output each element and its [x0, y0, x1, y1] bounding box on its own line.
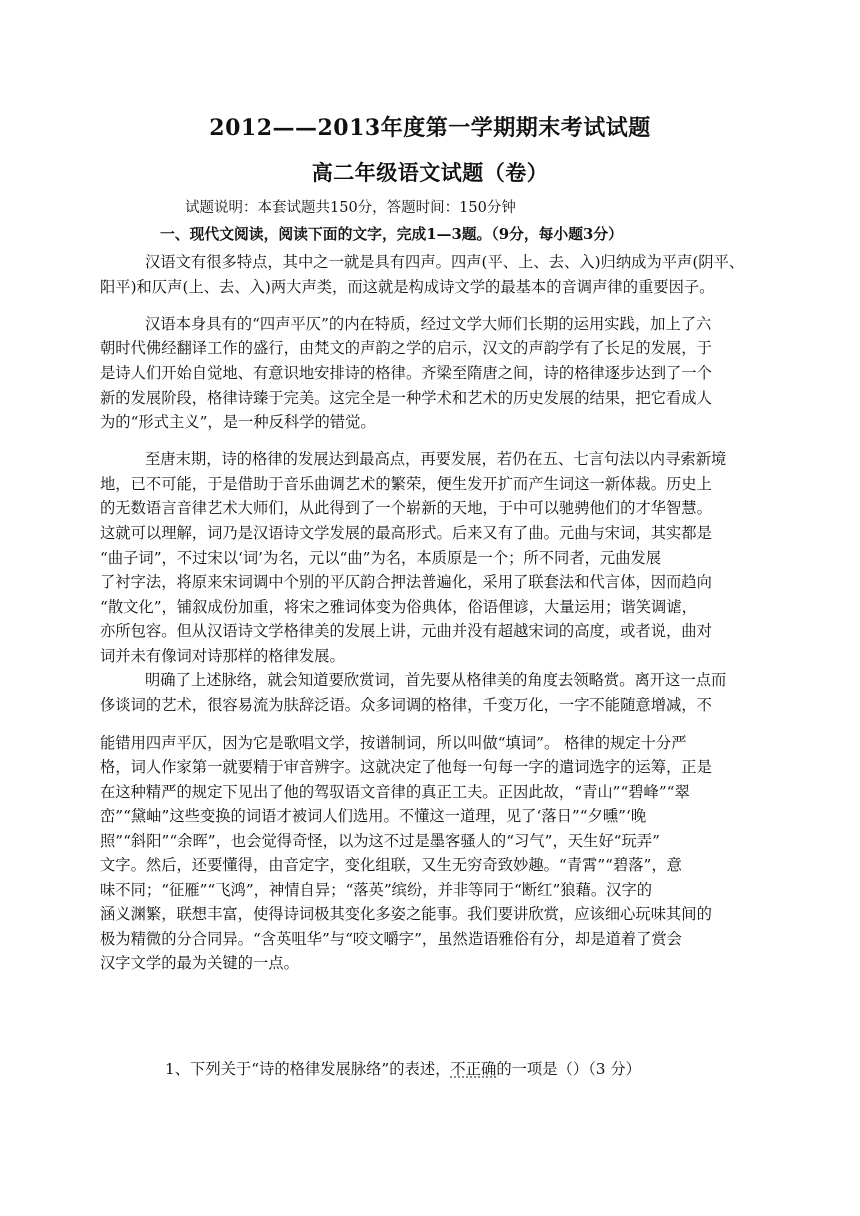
- paragraph-first-line: 汉语文有很多特点，其中之一就是具有四声。四声(平、上、去、入)归纳成为平声(阴平、: [145, 253, 745, 271]
- passage-line: “散文化”，铺叙成份加重，将宋之雅词体变为俗典体，俗语俚谚，大量运用；谐笑调谑，: [100, 598, 697, 616]
- question-1-suffix: 的一项是（）（3 分）: [496, 1060, 641, 1078]
- passage-line: 地，已不可能，于是借助于音乐曲调艺术的繁荣，便生发开扩而产生词这一新体裁。历史上: [100, 475, 712, 493]
- section-heading: 一、现代文阅读，阅读下面的文字，完成1—3题。（9分，每小题3分）: [160, 226, 623, 243]
- passage-line: 文字。然后，还要懂得，由音定字，变化组联，又生无穷奇致妙趣。“青霄”“碧落”，意: [100, 856, 682, 874]
- passage-line: 极为精微的分合同异。“含英咀华”与“咬文嚼字”，虽然造语雅俗有分，却是道着了赏会: [100, 930, 682, 948]
- passage-line: 格，词人作家第一就要精于审音辨字。这就决定了他每一句每一字的遣词选字的运筹，正是: [100, 758, 712, 776]
- passage-line: 阳平)和仄声(上、去、入)两大声类，而这就是构成诗文学的最基本的音调声律的重要因子。: [100, 278, 715, 296]
- passage-line: 侈谈词的艺术，很容易流为肤辞泛语。众多词调的格律，千变万化，一字不能随意增减，不: [100, 696, 712, 714]
- passage-line: 汉字文学的最为关键的一点。: [100, 954, 299, 972]
- passage-line: 了衬字法，将原来宋词调中个别的平仄韵合押法普遍化，采用了联套法和代言体，因而趋向: [100, 573, 712, 591]
- exam-title: 2012——2013年度第一学期期末考试试题: [209, 115, 651, 141]
- passage-line: 新的发展阶段，格律诗臻于完美。这完全是一种学术和艺术的历史发展的结果，把它看成人: [100, 389, 712, 407]
- passage-line: 亦所包容。但从汉语诗文学格律美的发展上讲，元曲并没有超越宋词的高度，或者说，曲对: [100, 622, 712, 640]
- passage-line: 朝时代佛经翻译工作的盛行，由梵文的声韵之学的启示，汉文的声韵学有了长足的发展，于: [100, 339, 712, 357]
- question-1-emphasis: 不正确: [450, 1060, 497, 1078]
- exam-subtitle: 高二年级语文试题（卷）: [311, 160, 549, 185]
- passage-line: 能错用四声平仄，因为它是歌唱文学，按谱制词，所以叫做“填词”。 格律的规定十分严: [100, 734, 687, 752]
- passage-line: “曲子词”，不过宋以‘词’为名，元以“曲”为名，本质原是一个；所不同者，元曲发展: [100, 549, 662, 567]
- passage-line: 这就可以理解，词乃是汉语诗文学发展的最高形式。后来又有了曲。元曲与宋词，其实都是: [100, 524, 712, 542]
- passage-line: 在这种精严的规定下见出了他的驾驭语文音律的真正工夫。正因此故，“青山”“碧峰”“翠: [100, 783, 690, 801]
- paragraph-first-line: 至唐末期，诗的格律的发展达到最高点，再要发展，若仍在五、七言句法以内寻索新境: [145, 450, 727, 468]
- passage-line: 的无数语言音律艺术大师们，从此得到了一个崭新的天地，于中可以驰骋他们的才华智慧。: [100, 499, 712, 517]
- passage-line: 词并未有像词对诗那样的格律发展。: [100, 647, 345, 665]
- exam-instructions: 试题说明：本套试题共150分，答题时间：150分钟: [185, 200, 516, 216]
- question-1: [165, 1059, 641, 1079]
- passage-line: 是诗人们开始自觉地、有意识地安排诗的格律。齐梁至隋唐之间，诗的格律逐步达到了一个: [100, 364, 712, 382]
- paragraph-first-line: 汉语本身具有的“四声平仄”的内在特质，经过文学大师们长期的运用实践，加上了六: [145, 315, 712, 333]
- passage-line: 味不同；“征雁”“飞鸿”，神情自异；“落英”缤纷，并非等同于“断红”狼藉。汉字的: [100, 881, 653, 899]
- question-1-prefix: 1、下列关于“诗的格律发展脉络”的表述，: [165, 1060, 451, 1078]
- passage-line: 为的“形式主义”，是一种反科学的错觉。: [100, 413, 376, 431]
- passage-line: 照”“斜阳”“余晖”，也会觉得奇怪，以为这不过是墨客骚人的“习气”，天生好“玩弄”: [100, 832, 660, 850]
- passage-line: 峦”“黛岫”这些变换的词语才被词人们选用。不懂这一道理，见了‘落日”“夕曛”‘晚: [100, 807, 647, 825]
- passage-line: 涵义渊繁，联想丰富，使得诗词极其变化多姿之能事。我们要讲欣赏，应该细心玩味其间的: [100, 905, 712, 923]
- paragraph-first-line: 明确了上述脉络，就会知道要欣赏词，首先要从格律美的角度去领略赏。离开这一点而: [145, 671, 727, 689]
